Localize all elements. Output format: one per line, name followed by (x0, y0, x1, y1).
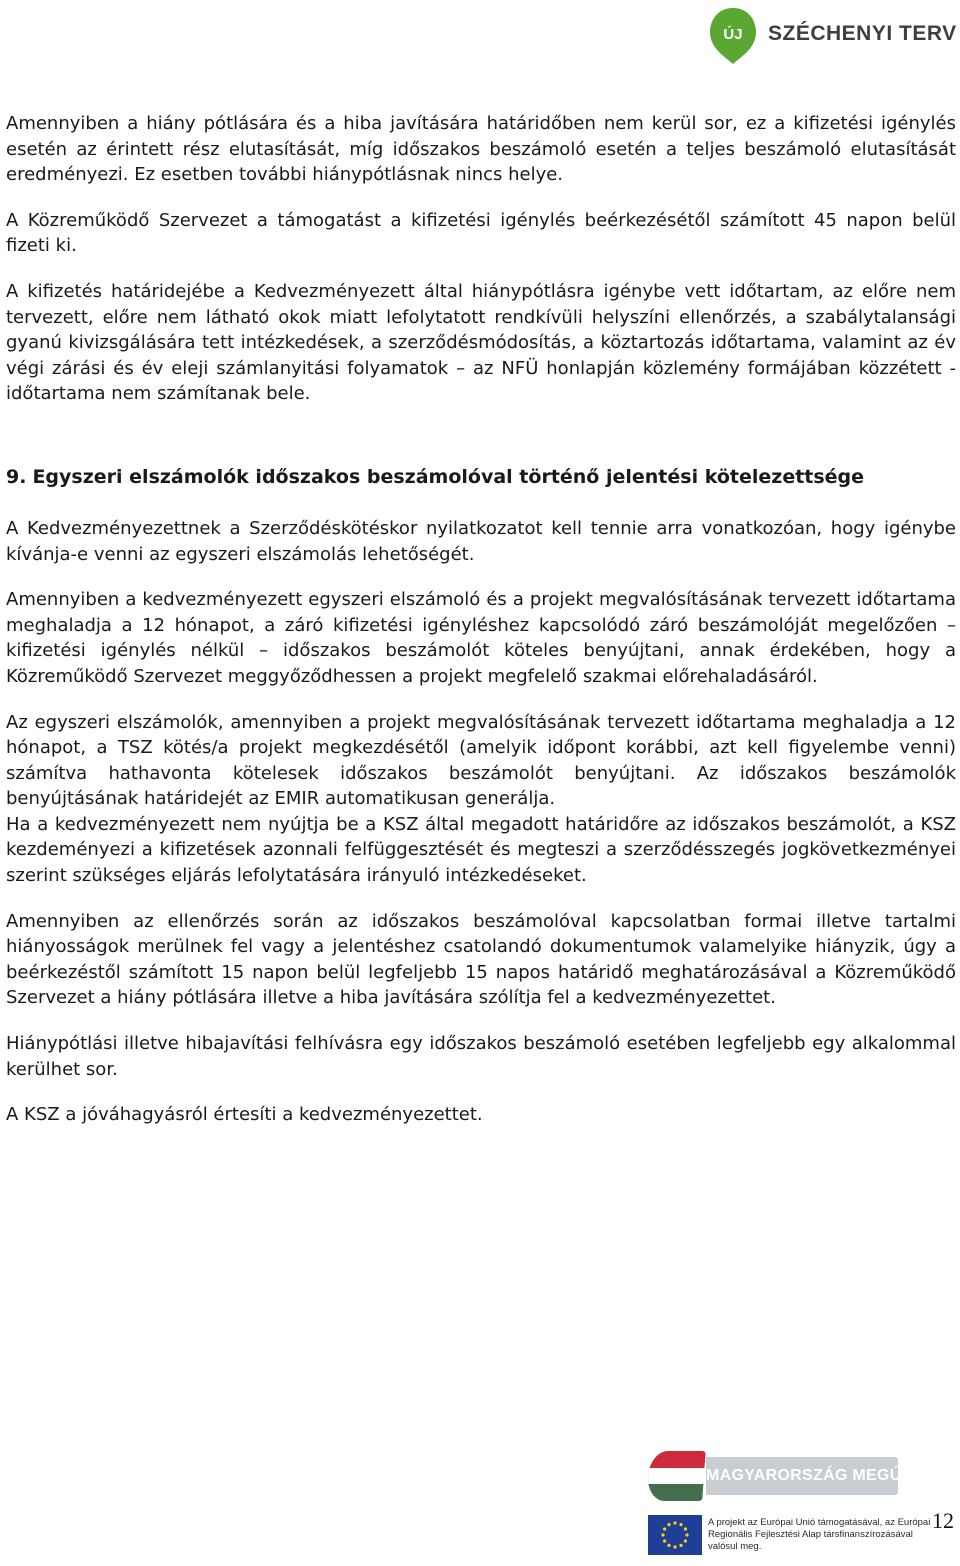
paragraph: A Közreműködő Szervezet a támogatást a kifizetési igénylés beérkezésétől számított 45 napon belül fizeti ki. (6, 209, 956, 257)
flag-stripe-white (647, 1468, 704, 1485)
eu-note-line: Regionális Fejlesztési Alap társfinanszírozásával valósul meg. (708, 1529, 913, 1552)
section-heading (6, 464, 956, 490)
paragraph: Amennyiben a kedvezményezett egyszeri elszámoló és a projekt megvalósításának tervezett időtartama meghaladja a 12 hónapot, a záró kifizetési igényléshez kapcsolódó záró beszámolóját megelőzően – kifizetési igénylés nélkül – időszakos beszámolót köteles benyújtani, annak érdekében, hogy a Közreműködő Szervezet meggyőződhessen a projekt megfelelő szakmai előrehaladásáról. (6, 589, 956, 687)
paragraph: Hiánypótlási illetve hibajavítási felhívásra egy időszakos beszámoló esetében legfeljebb egy alkalommal kerülhet sor. (6, 1033, 956, 1080)
logo-mark-text: ÚJ (723, 26, 743, 43)
paragraph: Amennyiben a hiány pótlására és a hiba javítására határidőben nem kerül sor, ez a kifizetési igénylés esetén az érintett rész elutasítását, míg időszakos beszámoló esetén a teljes beszámoló elutasítását eredményezi. Ez esetben további hiánypótlásnak nincs helye. (6, 113, 956, 186)
paragraph: A kifizetés határidejébe a Kedvezményezett által hiánypótlásra igénybe vett időtartam, az előre nem tervezett, előre nem látható okok miatt lefolytatott rendkívüli helyszíni ellenőrzés, a szabálytalansági gyanú kivizsgálására tett intézkedések, a szerződésmódosítás, a köztartozás időtartama, valamint az év végi zárási és év eleji számlanyitási folyamatok – az NFÜ honlapján közlemény formájában közzétett - időtartama nem számítanak bele. (6, 280, 956, 405)
paragraph: Ha a kedvezményezett nem nyújtja be a KSZ által megadott határidőre az időszakos beszámolót, a KSZ kezdeményezi a kifizetések azonnali felfüggesztését és megteszi a szerződésszegés jogkövetkezményei szerint szükséges eljárás lefolytatására irányuló intézkedéseket. (6, 813, 956, 887)
hungarian-flag-icon (646, 1451, 705, 1501)
flag-stripe-red (649, 1451, 706, 1468)
section-number: 9. (6, 465, 27, 488)
eu-flag-icon (648, 1515, 702, 1555)
document-body (6, 111, 956, 1128)
footer (648, 1451, 933, 1563)
section-title: Egyszeri elszámolók időszakos beszámolóval történő jelentési kötelezettsége (32, 465, 865, 488)
eu-funding-note (708, 1517, 938, 1553)
paragraph: Amennyiben az ellenőrzés során az időszakos beszámolóval kapcsolatban formai illetve tartalmi hiányosságok merülnek fel vagy a jelentéshez csatolandó dokumentumok valamelyike hiányzik, úgy a beérkezéstől számított 15 napon belül legfeljebb 15 napos határidő meghatározásával a Közreműködő Szervezet a hiány pótlására illetve a hiba javítására szólítja fel a kedvezményezettet. (6, 910, 956, 1009)
eu-note-line: A projekt az Európai Unió támogatásával, az Európai (708, 1517, 931, 1528)
szechenyi-terv-logo (708, 6, 957, 68)
flag-stripe-green (646, 1484, 703, 1501)
paragraph: Az egyszeri elszámolók, amennyiben a projekt megvalósításának tervezett időtartama meghaladja a 12 hónapot, a TSZ kötés/a projekt megkezdésétől (amelyik időpont korábbi, azt kell figyelembe venni) számítva hathavonta kötelesek időszakos beszámolót benyújtani. Az időszakos beszámolók benyújtásának határidejét az EMIR automatikusan generálja. (6, 711, 956, 810)
magyarorszag-megujul-banner: MAGYARORSZÁG MEGÚJUL (706, 1457, 898, 1495)
paragraph: A KSZ a jóváhagyásról értesíti a kedvezményezettet. (6, 1104, 483, 1126)
paragraph: A Kedvezményezettnek a Szerződéskötéskor nyilatkozatot kell tennie arra vonatkozóan, hogy igénybe kívánja-e venni az egyszeri elszámolás lehetőségét. (6, 517, 956, 565)
page-number: 12 (932, 1508, 954, 1533)
uj-leaf-icon (708, 6, 758, 66)
logo-text: SZÉCHENYI TERV (768, 22, 957, 45)
